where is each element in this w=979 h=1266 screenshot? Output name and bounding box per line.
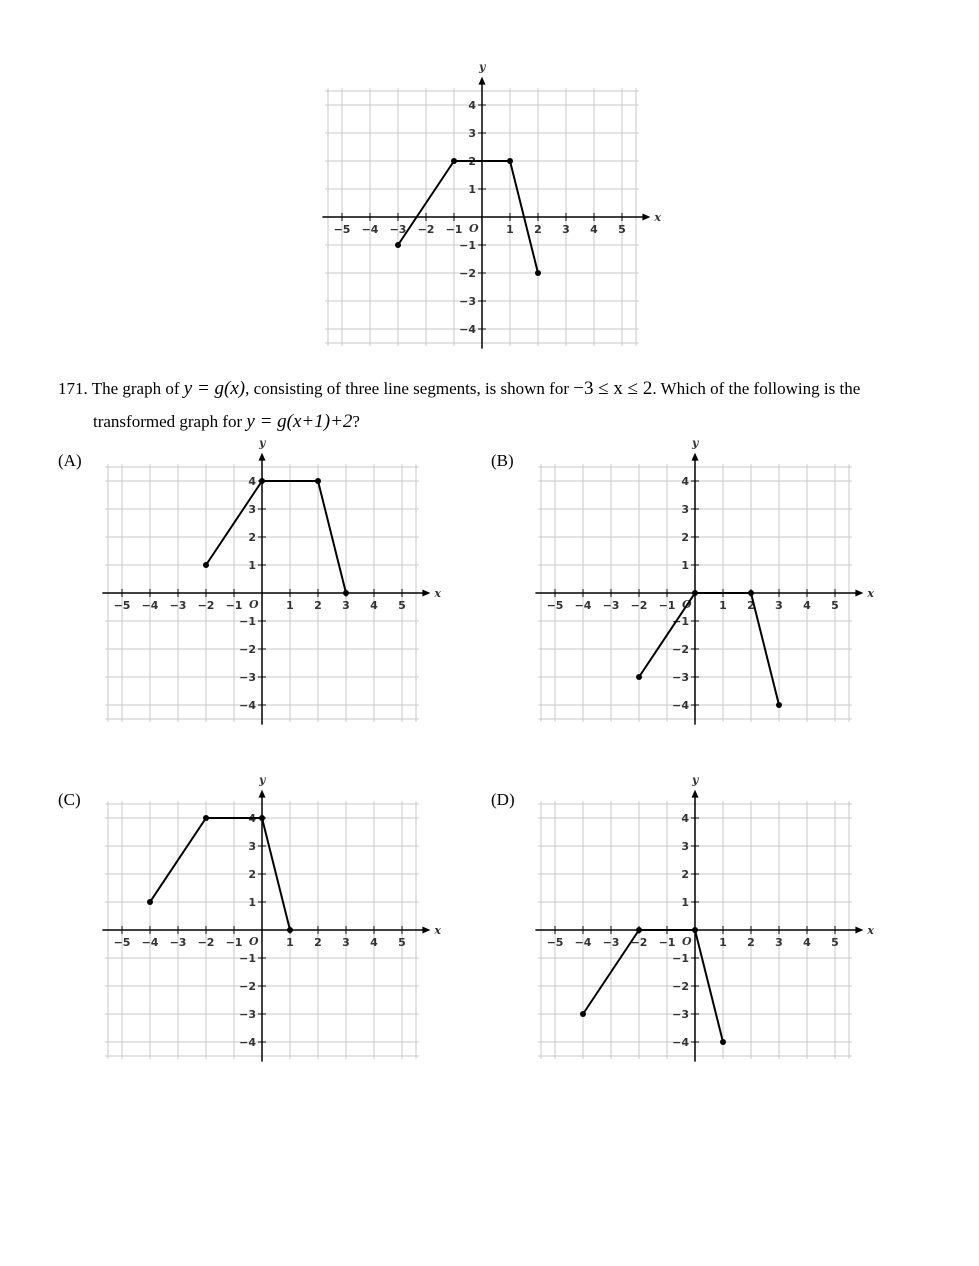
y-tick-label: 1 [681,559,689,572]
y-tick-label: −2 [459,267,476,280]
graph-svg [531,773,874,1075]
x-axis-name: x [654,211,661,224]
origin-label: O [249,598,259,611]
x-tick-label: −2 [417,223,435,236]
x-tick-label: 3 [342,599,350,612]
y-tick-label: 2 [681,868,689,881]
y-tick-label: −3 [672,671,689,684]
x-tick-label: 4 [370,599,378,612]
y-tick-label: 3 [248,503,256,516]
x-tick-label: 4 [590,223,598,236]
graph-point [203,815,209,821]
graph-point [692,590,698,596]
y-tick-label: 2 [681,531,689,544]
x-axis-name: x [434,924,441,937]
graph-point [776,702,782,708]
graph-point [636,674,642,680]
graph-point [692,927,698,933]
x-axis-arrow [422,927,430,934]
x-tick-label: 2 [314,936,322,949]
x-tick-label: −5 [113,936,131,949]
y-tick-label: −2 [672,643,689,656]
text-line2-before: transformed graph for [93,412,243,431]
x-tick-label: −1 [225,936,243,949]
x-tick-label: −3 [169,599,187,612]
text-after-domain: . Which of the following is the [652,379,861,398]
graph-point [748,590,754,596]
graph-point [287,927,293,933]
origin-label: O [249,935,259,948]
x-axis-arrow [642,214,650,221]
graph-svg [98,436,441,738]
y-axis-arrow [259,453,266,461]
y-tick-label: −1 [239,615,256,628]
graph-point [315,478,321,484]
y-tick-label: −4 [672,699,689,712]
x-tick-label: 1 [286,936,294,949]
y-tick-label: −2 [672,980,689,993]
x-tick-label: 1 [719,936,727,949]
x-tick-label: 5 [398,599,406,612]
x-tick-label: −1 [445,223,463,236]
graph-point [343,590,349,596]
given-graph [318,60,661,362]
graph-svg [98,773,441,1075]
x-tick-label: −1 [658,599,676,612]
choice-label-d: (D) [491,790,515,809]
y-tick-label: 1 [248,896,256,909]
choice-d-graph[interactable] [531,773,874,1075]
x-tick-label: 5 [618,223,626,236]
x-tick-label: 4 [803,599,811,612]
x-tick-label: −2 [197,936,215,949]
x-tick-label: −5 [333,223,351,236]
x-tick-label: 1 [286,599,294,612]
origin-label: O [469,222,479,235]
x-tick-label: 3 [775,936,783,949]
y-axis-arrow [692,453,699,461]
x-tick-label: 4 [803,936,811,949]
x-tick-label: −4 [141,936,159,949]
y-axis-name: y [259,436,266,450]
y-tick-label: 3 [248,840,256,853]
y-tick-label: −4 [239,699,256,712]
y-tick-label: 2 [468,155,476,168]
x-axis-arrow [422,590,430,597]
y-axis-name: y [479,60,486,74]
choice-a-graph[interactable] [98,436,441,738]
y-axis-arrow [692,790,699,798]
y-tick-label: 2 [248,868,256,881]
graph-point [535,270,541,276]
x-tick-label: −3 [602,936,620,949]
y-tick-label: −3 [239,1008,256,1021]
graph-point [451,158,457,164]
x-tick-label: 2 [747,599,755,612]
y-tick-label: 3 [468,127,476,140]
x-axis-arrow [855,927,863,934]
x-tick-label: −1 [658,936,676,949]
graph-point [580,1011,586,1017]
graph-point [720,1039,726,1045]
text-before-func: The graph of [91,379,180,398]
origin-label: O [682,935,692,948]
x-tick-label: −4 [574,936,592,949]
x-tick-label: 3 [775,599,783,612]
x-tick-label: −2 [197,599,215,612]
y-tick-label: 1 [248,559,256,572]
choice-label-c: (C) [58,790,81,809]
y-tick-label: −2 [239,980,256,993]
y-tick-label: 4 [681,812,689,825]
x-axis-name: x [867,587,874,600]
choice-c-graph[interactable] [98,773,441,1075]
x-tick-label: −3 [602,599,620,612]
x-tick-label: −4 [141,599,159,612]
x-tick-label: −2 [630,936,648,949]
graph-point [636,927,642,933]
x-tick-label: 5 [398,936,406,949]
x-axis-name: x [867,924,874,937]
y-tick-label: 2 [248,531,256,544]
graph-point [147,899,153,905]
x-tick-label: 2 [314,599,322,612]
y-axis-name: y [692,436,699,450]
x-tick-label: −5 [546,599,564,612]
y-tick-label: −1 [672,952,689,965]
graph-point [259,478,265,484]
x-tick-label: 3 [562,223,570,236]
choice-label-b: (B) [491,451,514,470]
graph-point [395,242,401,248]
x-tick-label: −3 [389,223,407,236]
x-tick-label: 3 [342,936,350,949]
transform-expression: y = g(x+1)+2 [246,411,353,432]
problem-number: 171. [58,379,88,398]
question-line-2 [58,405,938,438]
y-tick-label: 1 [681,896,689,909]
y-tick-label: −1 [239,952,256,965]
y-axis-arrow [479,77,486,85]
question-text [58,372,938,438]
x-tick-label: 1 [506,223,514,236]
graph-point [203,562,209,568]
x-tick-label: −5 [546,936,564,949]
y-tick-label: 4 [681,475,689,488]
y-tick-label: −4 [672,1036,689,1049]
y-tick-label: 1 [468,183,476,196]
y-axis-arrow [259,790,266,798]
x-tick-label: −2 [630,599,648,612]
y-tick-label: −3 [239,671,256,684]
graph-svg [531,436,874,738]
x-tick-label: −3 [169,936,187,949]
x-tick-label: 1 [719,599,727,612]
choice-label-a: (A) [58,451,82,470]
y-axis-name: y [692,773,699,787]
x-tick-label: 2 [747,936,755,949]
question-line-1 [58,372,938,405]
choice-b-graph[interactable] [531,436,874,738]
x-tick-label: 4 [370,936,378,949]
x-axis-name: x [434,587,441,600]
x-axis-arrow [855,590,863,597]
y-tick-label: −3 [459,295,476,308]
y-tick-label: 3 [681,503,689,516]
x-tick-label: −5 [113,599,131,612]
x-tick-label: −4 [574,599,592,612]
graph-svg [318,60,661,362]
y-tick-label: −1 [672,615,689,628]
y-tick-label: 3 [681,840,689,853]
x-tick-label: −1 [225,599,243,612]
y-tick-label: −3 [672,1008,689,1021]
y-tick-label: −4 [459,323,476,336]
y-tick-label: 4 [468,99,476,112]
y-axis-name: y [259,773,266,787]
y-tick-label: −4 [239,1036,256,1049]
text-line2-after: ? [352,412,360,431]
x-tick-label: 5 [831,599,839,612]
graph-point [259,815,265,821]
y-tick-label: 4 [248,812,256,825]
origin-label: O [682,598,692,611]
y-tick-label: −1 [459,239,476,252]
y-tick-label: 4 [248,475,256,488]
x-tick-label: 2 [534,223,542,236]
y-tick-label: −2 [239,643,256,656]
x-tick-label: 5 [831,936,839,949]
x-tick-label: −4 [361,223,379,236]
function-expression: y = g(x) [183,378,246,399]
domain-expression: −3 ≤ x ≤ 2 [573,378,653,399]
text-after-func: , consisting of three line segments, is shown for [245,379,570,398]
graph-point [507,158,513,164]
